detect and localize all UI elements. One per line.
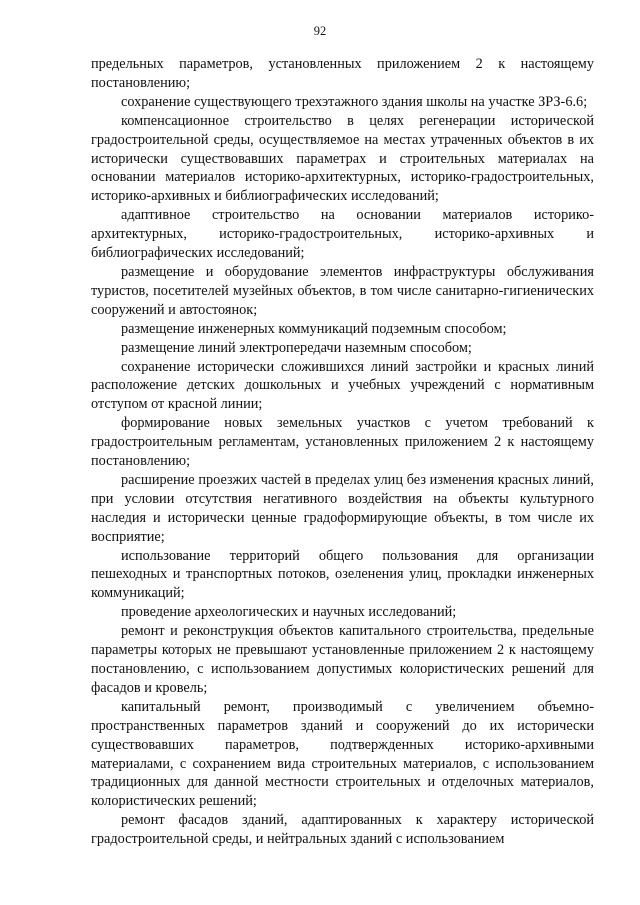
- paragraph: капитальный ремонт, производимый с увеличением объемно-пространственных параметров зданий и сооружений до их исторически существовавших параметров, подтвержденных историко-архивными материалами, с сохранением вида строительных материалов, с использованием традиционных для данной местности строительных и отделочных материалов, колористических решений;: [91, 698, 594, 810]
- paragraph: размещение линий электропередачи наземным способом;: [121, 339, 472, 356]
- paragraph-continuation: предельных параметров, установленных приложением 2 к настоящему постановлению;: [91, 56, 594, 91]
- paragraph: ремонт и реконструкция объектов капитального строительства, предельные параметры которых не превышают установленные приложением 2 к настоящему постановлению, с использованием допустимых колористических решений для фасадов и кровель;: [91, 623, 594, 696]
- paragraph: расширение проезжих частей в пределах улиц без изменения красных линий, при условии отсутствия негативного воздействия на объекты культурного наследия и исторически ценные градоформирующие объекты, в том числе их восприятие;: [91, 471, 594, 545]
- paragraph: использование территорий общего пользования для организации пешеходных и транспортных потоков, озеленения улиц, прокладки инженерных коммуникаций;: [91, 547, 594, 602]
- paragraph: ремонт фасадов зданий, адаптированных к характеру исторической градостроительной среды, и нейтральных зданий с использованием: [91, 812, 594, 848]
- paragraph: компенсационное строительство в целях регенерации исторической градостроительной среды, осуществляемое на местах утраченных объектов в их исторически существовавших параметрах и строительных материалах на основании материалов историко-архитектурных, историко-градостроительных, историко-архивных и библиографических исследований;: [91, 112, 594, 205]
- paragraph: адаптивное строительство на основании материалов историко-архитектурных, историко-градостроительных, историко-архивных и библиографических исследований;: [91, 207, 594, 262]
- paragraph: сохранение существующего трехэтажного здания школы на участке ЗРЗ-6.6;: [121, 93, 588, 110]
- paragraph: формирование новых земельных участков с учетом требований к градостроительным регламентам, установленных приложением 2 к настоящему постановлению;: [91, 415, 594, 470]
- page-number: 92: [313, 24, 327, 38]
- paragraph: размещение инженерных коммуникаций подземным способом;: [121, 320, 507, 337]
- document-body: [91, 55, 594, 849]
- paragraph: размещение и оборудование элементов инфраструктуры обслуживания туристов, посетителей музейных объектов, в том числе санитарно-гигиенических сооружений и автостоянок;: [91, 263, 594, 318]
- paragraph: сохранение исторически сложившихся линий застройки и красных линий расположение детских дошкольных и учебных учреждений с нормативным отступом от красной линии;: [91, 358, 594, 413]
- paragraph: проведение археологических и научных исследований;: [121, 604, 457, 621]
